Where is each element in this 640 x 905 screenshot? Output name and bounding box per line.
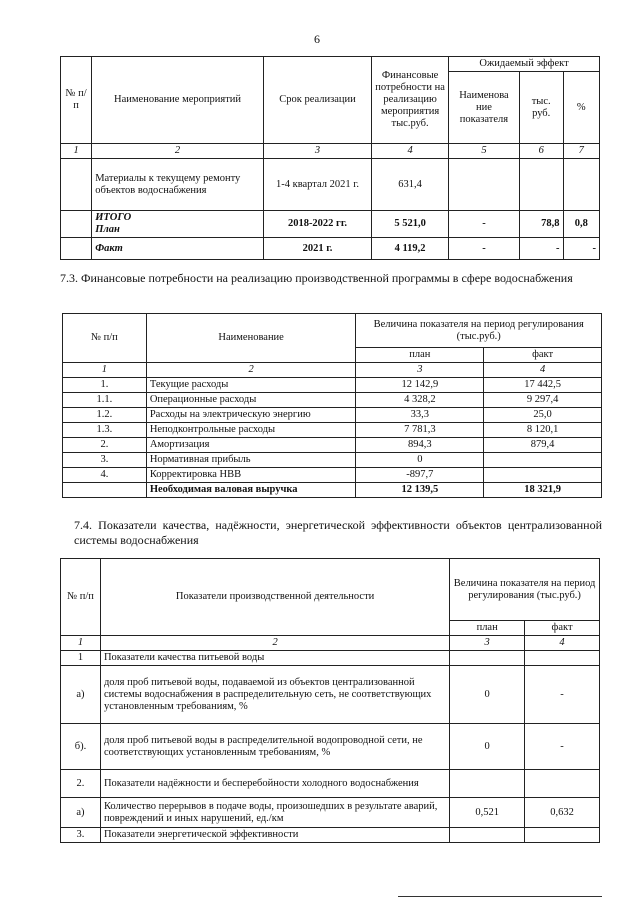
cell-name: Амортизация xyxy=(146,438,356,453)
page-number: 6 xyxy=(314,32,320,46)
cell-fin: 631,4 xyxy=(372,159,449,211)
cell-num: 1.1. xyxy=(63,393,147,408)
cell-fin: 4 119,2 xyxy=(372,238,449,260)
cell-name: Показатели качества питьевой воды xyxy=(100,651,449,666)
table-row xyxy=(63,408,602,423)
cell-name: Показатели энергетической эффективности xyxy=(100,828,449,843)
cell-total-plan: 12 139,5 xyxy=(356,483,484,498)
table-row xyxy=(61,211,600,238)
colnum: 3 xyxy=(450,636,525,651)
cell-num: 3. xyxy=(63,453,147,468)
colnum: 4 xyxy=(372,144,449,159)
cell-plan: 894,3 xyxy=(356,438,484,453)
cell-fact: 25,0 xyxy=(484,408,602,423)
cell-pct: - xyxy=(563,238,599,260)
cell-plan: 4 328,2 xyxy=(356,393,484,408)
cell-fact xyxy=(525,651,600,666)
colnum: 4 xyxy=(484,363,602,378)
cell-plan: 0 xyxy=(356,453,484,468)
quality-indicators-table xyxy=(60,558,600,843)
table-row xyxy=(61,724,600,770)
measures-table xyxy=(60,56,600,260)
header-thous: тыс. руб. xyxy=(519,72,563,144)
table-row xyxy=(63,393,602,408)
cell-num: 1. xyxy=(63,378,147,393)
cell-fact xyxy=(484,453,602,468)
table-row xyxy=(61,651,600,666)
colnum: 1 xyxy=(63,363,147,378)
cell-name: Количество перерывов в подаче воды, произошедших в результате аварий, повреждений и иных нарушений, ед./км xyxy=(100,798,449,828)
cell-fact: 0,632 xyxy=(525,798,600,828)
cell-fact: 9 297,4 xyxy=(484,393,602,408)
header-pct: % xyxy=(563,72,599,144)
cell-num: 1.3. xyxy=(63,423,147,438)
cell-fact: - xyxy=(525,724,600,770)
finance-table xyxy=(62,313,602,498)
cell-thous: - xyxy=(519,238,563,260)
header-value: Величина показателя на период регулирования (тыс.руб.) xyxy=(356,314,602,348)
header-num: № п/п xyxy=(63,314,147,363)
cell-ind xyxy=(449,159,520,211)
cell-total-label xyxy=(92,211,264,238)
cell-name: доля проб питьевой воды, подаваемой из объектов централизованной системы водоснабжения в распределительную сеть, не соответствующих установленным требованиям, % xyxy=(100,666,449,724)
cell-num xyxy=(61,159,92,211)
cell-plan: 33,3 xyxy=(356,408,484,423)
footer-rule xyxy=(398,896,602,897)
cell-pct xyxy=(563,159,599,211)
table-row xyxy=(61,770,600,798)
cell-plan: 0 xyxy=(450,666,525,724)
cell-fact: 879,4 xyxy=(484,438,602,453)
header-indicator: Наименова ние показателя xyxy=(449,72,520,144)
cell-name: Операционные расходы xyxy=(146,393,356,408)
cell-num: 2. xyxy=(61,770,101,798)
table-row xyxy=(61,666,600,724)
cell-plan xyxy=(450,651,525,666)
colnum: 7 xyxy=(563,144,599,159)
cell-plan xyxy=(450,828,525,843)
cell-thous xyxy=(519,159,563,211)
cell-name: Нормативная прибыль xyxy=(146,453,356,468)
table-row xyxy=(63,438,602,453)
cell-fact-label: Факт xyxy=(92,238,264,260)
table-row xyxy=(63,468,602,483)
colnum: 3 xyxy=(356,363,484,378)
cell-plan xyxy=(450,770,525,798)
cell-term: 2021 г. xyxy=(263,238,371,260)
header-name: Наименование xyxy=(146,314,356,363)
cell-ind: - xyxy=(449,211,520,238)
cell-pct: 0,8 xyxy=(563,211,599,238)
header-effect: Ожидаемый эффект xyxy=(449,57,600,72)
colnum: 1 xyxy=(61,144,92,159)
header-value: Величина показателя на период регулирования (тыс.руб.) xyxy=(450,559,600,621)
colnum: 2 xyxy=(146,363,356,378)
section-7-4-heading: 7.4. Показатели качества, надёжности, энергетической эффективности объектов централизованной системы водоснабжения xyxy=(74,518,602,547)
colnum: 4 xyxy=(525,636,600,651)
header-plan: план xyxy=(450,621,525,636)
cell-fact: - xyxy=(525,666,600,724)
table-row xyxy=(63,378,602,393)
table-row xyxy=(61,828,600,843)
cell-name: Корректировка НВВ xyxy=(146,468,356,483)
cell-term: 2018-2022 гг. xyxy=(263,211,371,238)
cell-name: доля проб питьевой воды в распределительной водопроводной сети, не соответствующих установленным требованиям, % xyxy=(100,724,449,770)
colnum: 6 xyxy=(519,144,563,159)
cell-total-fact: 18 321,9 xyxy=(484,483,602,498)
colnum: 3 xyxy=(263,144,371,159)
cell-num: б). xyxy=(61,724,101,770)
cell-plan: 7 781,3 xyxy=(356,423,484,438)
cell-fact xyxy=(484,468,602,483)
colnum: 1 xyxy=(61,636,101,651)
cell-fact xyxy=(525,770,600,798)
cell-num: а) xyxy=(61,798,101,828)
table-row xyxy=(61,798,600,828)
cell-plan: 0 xyxy=(450,724,525,770)
cell-name: Неподконтрольные расходы xyxy=(146,423,356,438)
cell-fact: 17 442,5 xyxy=(484,378,602,393)
cell-num: 1.2. xyxy=(63,408,147,423)
cell-num: 2. xyxy=(63,438,147,453)
cell-fin: 5 521,0 xyxy=(372,211,449,238)
cell-num: 1 xyxy=(61,651,101,666)
table-row xyxy=(63,453,602,468)
cell-term: 1-4 квартал 2021 г. xyxy=(263,159,371,211)
header-num: № п/п xyxy=(61,559,101,636)
header-fact: факт xyxy=(525,621,600,636)
table-row xyxy=(61,159,600,211)
table-row-total xyxy=(63,483,602,498)
cell-num: 3. xyxy=(61,828,101,843)
header-fin: Финансовые потребности на реализацию мероприятия тыс.руб. xyxy=(372,57,449,144)
cell-thous: 78,8 xyxy=(519,211,563,238)
colnum: 2 xyxy=(100,636,449,651)
cell-plan: 0,521 xyxy=(450,798,525,828)
cell-fact: 8 120,1 xyxy=(484,423,602,438)
header-plan: план xyxy=(356,348,484,363)
table-row xyxy=(61,238,600,260)
colnum: 2 xyxy=(92,144,264,159)
header-name: Показатели производственной деятельности xyxy=(100,559,449,636)
cell-name: Показатели надёжности и бесперебойности холодного водоснабжения xyxy=(100,770,449,798)
cell-ind: - xyxy=(449,238,520,260)
header-num: № п/ п xyxy=(61,57,92,144)
cell-name: Текущие расходы xyxy=(146,378,356,393)
cell-plan: -897,7 xyxy=(356,468,484,483)
cell-name: Материалы к текущему ремонту объектов водоснабжения xyxy=(92,159,264,211)
cell-plan: 12 142,9 xyxy=(356,378,484,393)
cell-fact xyxy=(525,828,600,843)
cell-name: Расходы на электрическую энергию xyxy=(146,408,356,423)
header-name: Наименование мероприятий xyxy=(92,57,264,144)
cell-total-name: Необходимая валовая выручка xyxy=(146,483,356,498)
header-fact: факт xyxy=(484,348,602,363)
cell-num: 4. xyxy=(63,468,147,483)
colnum: 5 xyxy=(449,144,520,159)
cell-num: а) xyxy=(61,666,101,724)
total-label: ИТОГО xyxy=(95,212,132,223)
header-term: Срок реализации xyxy=(263,57,371,144)
table-row xyxy=(63,423,602,438)
plan-label: План xyxy=(95,224,120,235)
section-7-3-heading: 7.3. Финансовые потребности на реализацию производственной программы в сфере водоснабжения xyxy=(60,271,573,285)
